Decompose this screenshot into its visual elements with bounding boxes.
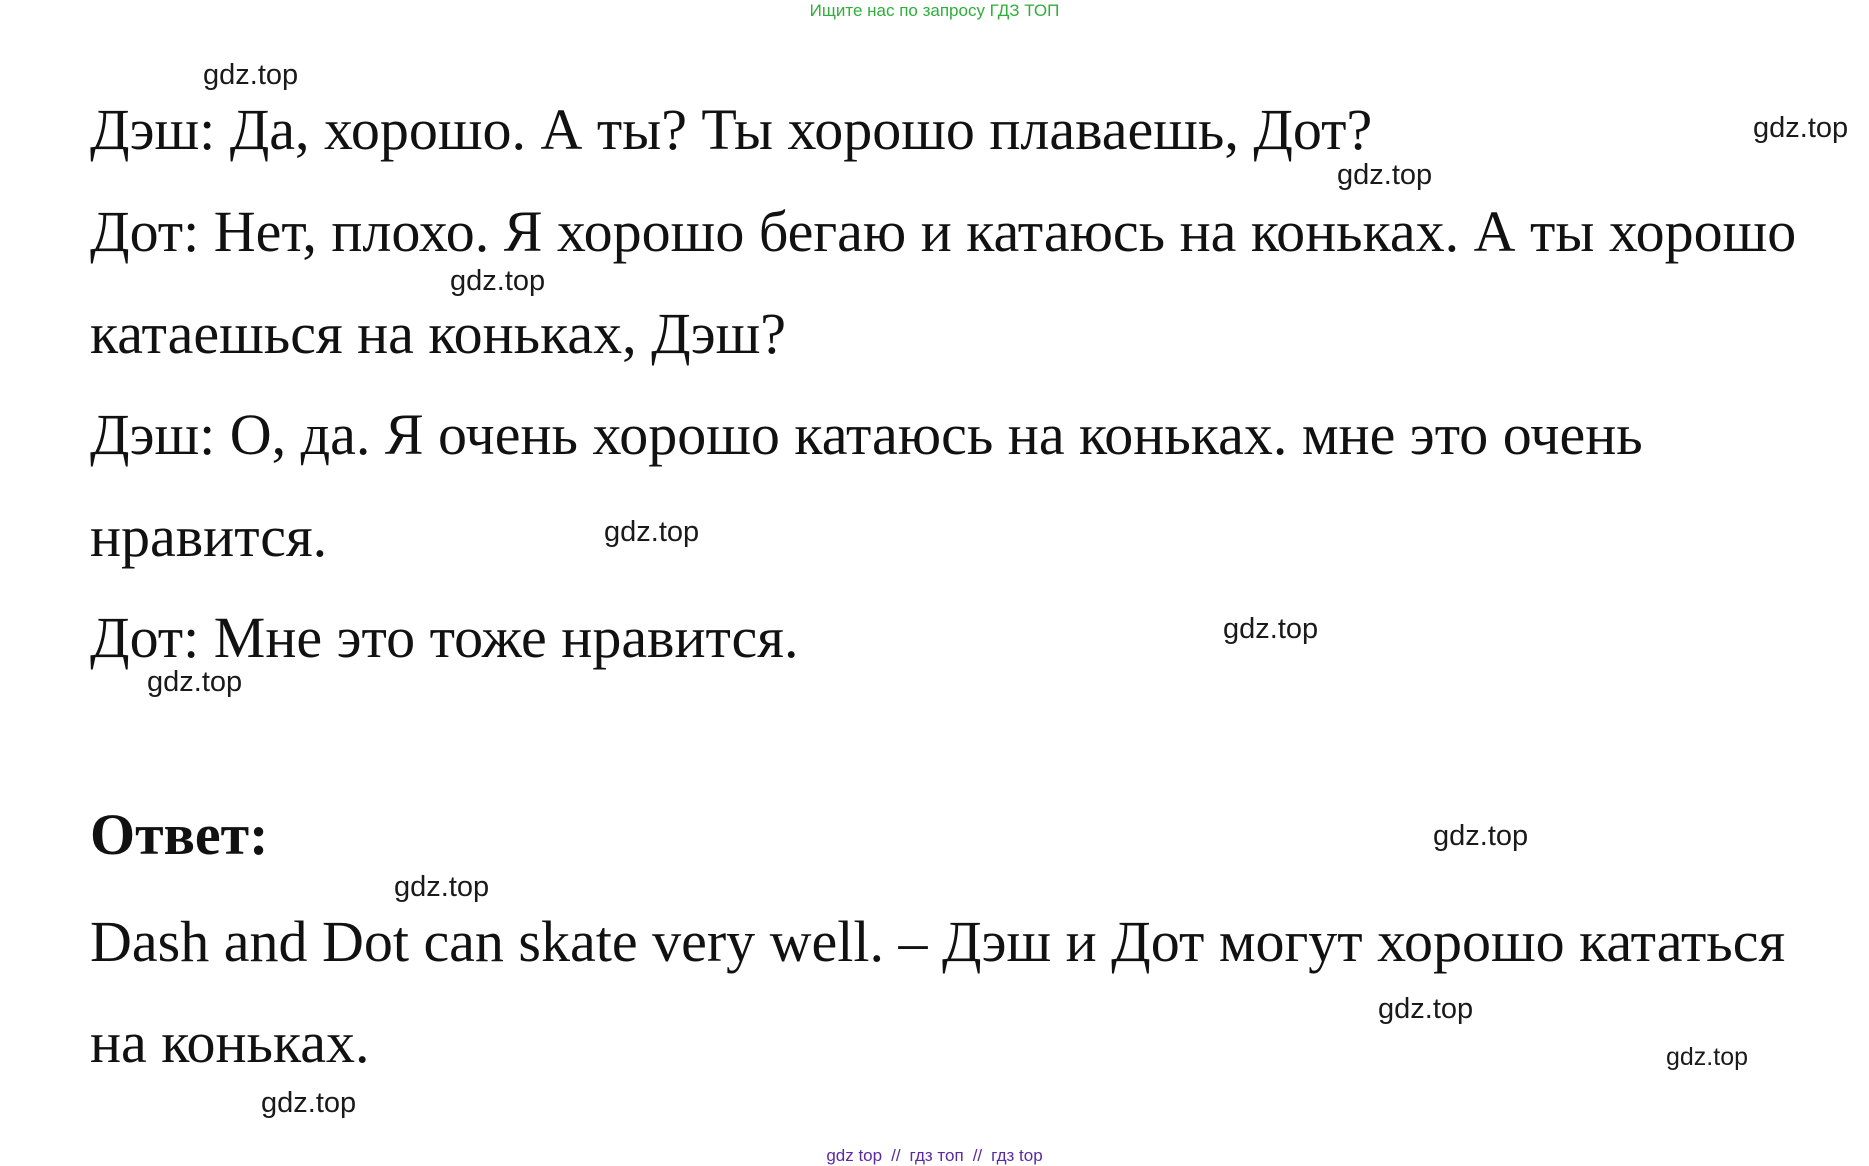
dialogue-line-4: Дэш: О, да. Я очень хорошо катаюсь на коньках. мне это очень [90,402,1643,467]
dialogue-line-5: нравится. [90,504,328,569]
watermark: gdz.top [1433,820,1529,852]
watermark: gdz.top [1378,993,1474,1025]
watermark: gdz.top [147,666,243,698]
watermark: gdz.top [261,1087,357,1119]
footer-separator: // [972,1146,983,1165]
footer-link-2[interactable]: гдз топ [909,1146,964,1165]
answer-heading: Ответ: [90,802,269,867]
watermark: gdz.top [394,871,490,903]
footer-link-3[interactable]: гдз top [991,1146,1043,1165]
watermark: gdz.top [203,59,299,91]
watermark: gdz.top [1666,1043,1749,1071]
dialogue-line-1: Дэш: Да, хорошо. А ты? Ты хорошо плаваешь, Дот? [90,97,1373,162]
answer-line-1: Dash and Dot can skate very well. – Дэш и Дот могут хорошо кататься [90,909,1786,974]
watermark: gdz.top [1223,613,1319,645]
dialogue-line-6: Дот: Мне это тоже нравится. [90,605,799,670]
footer-link-1[interactable]: gdz top [826,1146,883,1165]
answer-line-2: на коньках. [90,1010,370,1075]
watermark: gdz.top [450,265,546,297]
footer-links [0,1146,1869,1166]
header-banner: Ищите нас по запросу ГДЗ ТОП [809,1,1060,20]
dialogue-line-2: Дот: Нет, плохо. Я хорошо бегаю и катаюсь на коньках. А ты хорошо [90,199,1797,264]
dialogue-line-3: катаешься на коньках, Дэш? [90,301,787,366]
watermark: gdz.top [1337,159,1433,191]
watermark: gdz.top [1753,112,1849,144]
footer-separator: // [891,1146,901,1165]
watermark: gdz.top [604,516,700,548]
